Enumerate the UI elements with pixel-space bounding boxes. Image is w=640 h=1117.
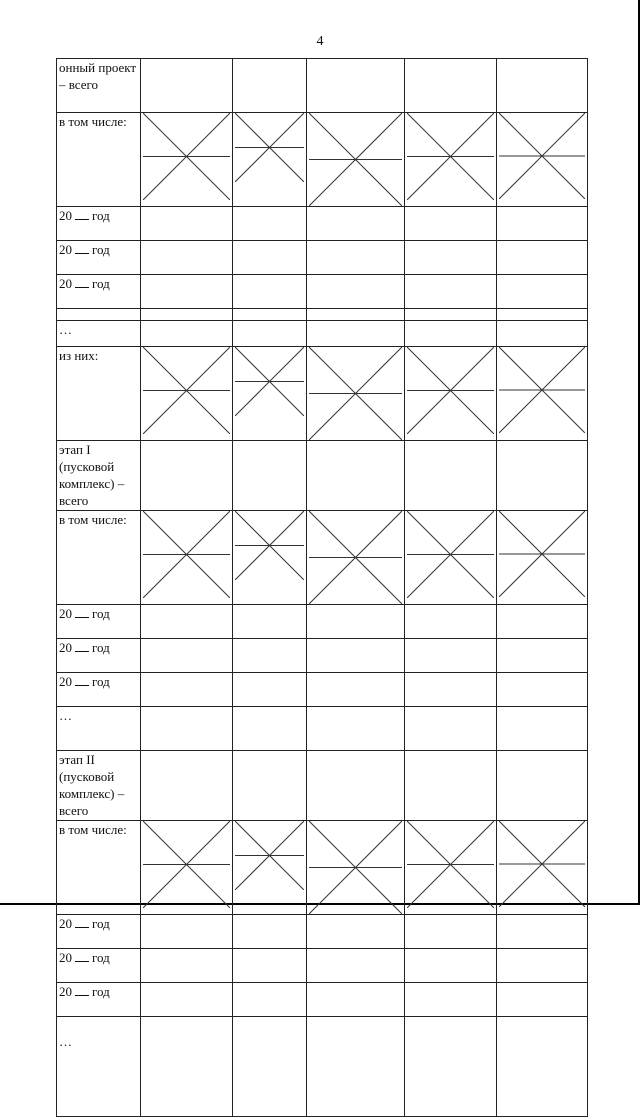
row-label-year (57, 639, 141, 673)
table-cell[interactable] (405, 321, 497, 347)
year-number: 20 (59, 242, 72, 257)
cross-out-mark (309, 821, 402, 914)
year-number: 20 (59, 984, 72, 999)
crossed-cell (405, 113, 497, 207)
crossed-cell (497, 347, 588, 441)
table-cell[interactable] (405, 441, 497, 511)
row-label-year (57, 673, 141, 707)
crossed-cell (307, 511, 405, 605)
table-cell[interactable] (497, 309, 588, 321)
table-row (57, 347, 588, 441)
table-cell[interactable] (233, 59, 307, 113)
year-word: год (92, 640, 110, 655)
table-cell[interactable] (233, 275, 307, 309)
cross-out-mark (235, 347, 304, 416)
table-cell[interactable] (307, 639, 405, 673)
table-row (57, 707, 588, 751)
table-row (57, 309, 588, 321)
cross-out-mark (143, 113, 230, 200)
table-cell[interactable] (307, 707, 405, 751)
cross-out-mark (309, 347, 402, 440)
cross-out-mark (499, 821, 585, 907)
year-blank (75, 673, 89, 686)
row-label-year (57, 915, 141, 949)
table-row (57, 949, 588, 983)
year-word: год (92, 242, 110, 257)
table-row (57, 207, 588, 241)
cross-out-mark (235, 511, 304, 580)
table-cell[interactable] (405, 207, 497, 241)
crossed-cell (233, 511, 307, 605)
year-word: год (92, 916, 110, 931)
crossed-cell (233, 821, 307, 915)
table-cell[interactable] (405, 673, 497, 707)
year-blank (75, 915, 89, 928)
table-cell[interactable] (405, 59, 497, 113)
table-cell[interactable] (405, 639, 497, 673)
table-cell[interactable] (405, 751, 497, 821)
year-number: 20 (59, 950, 72, 965)
cross-out-mark (499, 347, 585, 433)
table-row (57, 605, 588, 639)
table-cell[interactable] (233, 983, 307, 1017)
table-cell[interactable] (141, 1017, 233, 1117)
row-label-project-total: онный проект – всего (57, 59, 141, 113)
table-cell[interactable] (497, 751, 588, 821)
cross-out-mark (309, 511, 402, 604)
table-cell[interactable] (141, 949, 233, 983)
table-cell[interactable] (233, 751, 307, 821)
table-cell[interactable] (141, 707, 233, 751)
year-word: год (92, 276, 110, 291)
table-cell[interactable] (307, 605, 405, 639)
table-cell[interactable] (307, 59, 405, 113)
crossed-cell (405, 347, 497, 441)
table-row (57, 673, 588, 707)
table-row (57, 1017, 588, 1117)
crossed-cell (497, 113, 588, 207)
year-blank (75, 275, 89, 288)
year-number: 20 (59, 916, 72, 931)
year-number: 20 (59, 640, 72, 655)
table-cell[interactable] (307, 1017, 405, 1117)
year-blank (75, 949, 89, 962)
table-cell[interactable] (497, 605, 588, 639)
row-label-year (57, 241, 141, 275)
table-cell[interactable] (141, 673, 233, 707)
table-cell[interactable] (141, 605, 233, 639)
cross-out-mark (407, 821, 494, 908)
crossed-cell (497, 821, 588, 915)
table-row (57, 113, 588, 207)
table-row (57, 639, 588, 673)
table-cell[interactable] (233, 321, 307, 347)
table-cell[interactable] (141, 241, 233, 275)
crossed-cell (141, 821, 233, 915)
year-word: год (92, 950, 110, 965)
table-row (57, 821, 588, 915)
crossed-cell (307, 821, 405, 915)
table-row (57, 59, 588, 113)
year-number: 20 (59, 606, 72, 621)
crossed-cell (307, 113, 405, 207)
table-cell[interactable] (233, 949, 307, 983)
row-label-stage1-total: этап I (пусковой комплекс) – всего (57, 441, 141, 511)
year-word: год (92, 674, 110, 689)
table-cell[interactable] (233, 673, 307, 707)
table-cell[interactable] (233, 207, 307, 241)
row-label-of-them: из них: (57, 347, 141, 441)
year-blank (75, 241, 89, 254)
table-cell[interactable] (307, 207, 405, 241)
table-cell[interactable] (497, 673, 588, 707)
table-row (57, 321, 588, 347)
table-cell[interactable] (497, 59, 588, 113)
cross-out-mark (499, 113, 585, 199)
table-cell[interactable] (141, 441, 233, 511)
row-label-year (57, 275, 141, 309)
cross-out-mark (143, 511, 230, 598)
crossed-cell (497, 511, 588, 605)
table-row (57, 275, 588, 309)
cross-out-mark (309, 113, 402, 206)
table-cell[interactable] (405, 707, 497, 751)
year-number: 20 (59, 208, 72, 223)
table-cell[interactable] (141, 983, 233, 1017)
year-number: 20 (59, 276, 72, 291)
row-label-stage2-total: этап II (пусковой комплекс) – всего (57, 751, 141, 821)
table-cell[interactable] (405, 949, 497, 983)
cross-out-mark (143, 821, 230, 908)
table-cell-empty (57, 309, 141, 321)
table-cell[interactable] (141, 59, 233, 113)
table-cell[interactable] (307, 309, 405, 321)
table-cell[interactable] (405, 309, 497, 321)
table-cell[interactable] (233, 707, 307, 751)
row-label-ellipsis: … (57, 1017, 141, 1117)
table-cell[interactable] (307, 441, 405, 511)
table-cell[interactable] (497, 639, 588, 673)
table-cell[interactable] (141, 207, 233, 241)
crossed-cell (141, 113, 233, 207)
table-cell[interactable] (497, 983, 588, 1017)
table-cell[interactable] (405, 983, 497, 1017)
row-label-ellipsis: … (57, 321, 141, 347)
crossed-cell (233, 113, 307, 207)
table-cell[interactable] (233, 441, 307, 511)
year-blank (75, 639, 89, 652)
cross-out-mark (235, 821, 304, 890)
year-word: год (92, 984, 110, 999)
crossed-cell (405, 511, 497, 605)
table-cell[interactable] (141, 639, 233, 673)
table-cell[interactable] (497, 441, 588, 511)
page-number: 4 (316, 34, 324, 49)
table-cell[interactable] (497, 321, 588, 347)
table-cell[interactable] (405, 241, 497, 275)
cross-out-mark (407, 113, 494, 200)
form-table (56, 58, 588, 1117)
year-blank (75, 207, 89, 220)
row-label-year (57, 207, 141, 241)
crossed-cell (141, 347, 233, 441)
crossed-cell (405, 821, 497, 915)
table-cell[interactable] (497, 949, 588, 983)
table-row (57, 983, 588, 1017)
table-cell[interactable] (233, 309, 307, 321)
crossed-cell (233, 347, 307, 441)
year-blank (75, 605, 89, 618)
table-cell[interactable] (233, 915, 307, 949)
table-cell[interactable] (405, 275, 497, 309)
table-cell[interactable] (405, 915, 497, 949)
table-cell[interactable] (141, 321, 233, 347)
table-cell[interactable] (141, 309, 233, 321)
table-cell[interactable] (233, 1017, 307, 1117)
row-label-including: в том числе: (57, 113, 141, 207)
year-number: 20 (59, 674, 72, 689)
table-cell[interactable] (307, 673, 405, 707)
table-row (57, 511, 588, 605)
table-cell[interactable] (497, 275, 588, 309)
row-label-year (57, 605, 141, 639)
table-cell[interactable] (307, 983, 405, 1017)
table-cell[interactable] (497, 915, 588, 949)
row-label-year (57, 949, 141, 983)
table-cell[interactable] (307, 241, 405, 275)
table-cell[interactable] (497, 207, 588, 241)
year-word: год (92, 208, 110, 223)
table-cell[interactable] (405, 605, 497, 639)
cross-out-mark (407, 347, 494, 434)
crossed-cell (141, 511, 233, 605)
table-cell[interactable] (307, 915, 405, 949)
row-label-including: в том числе: (57, 821, 141, 915)
table-cell[interactable] (307, 321, 405, 347)
table-cell[interactable] (141, 275, 233, 309)
table-cell[interactable] (233, 639, 307, 673)
crossed-cell (307, 347, 405, 441)
table-cell[interactable] (307, 949, 405, 983)
table-cell[interactable] (233, 605, 307, 639)
table-cell[interactable] (497, 241, 588, 275)
cross-out-mark (499, 511, 585, 597)
table-cell[interactable] (497, 707, 588, 751)
table-row (57, 751, 588, 821)
table-cell[interactable] (405, 1017, 497, 1117)
table-cell[interactable] (233, 241, 307, 275)
table-cell[interactable] (307, 751, 405, 821)
table-cell[interactable] (307, 275, 405, 309)
table-cell[interactable] (141, 915, 233, 949)
year-word: год (92, 606, 110, 621)
cross-out-mark (407, 511, 494, 598)
cross-out-mark (143, 347, 230, 434)
cross-out-mark (235, 113, 304, 182)
table-cell[interactable] (141, 751, 233, 821)
table-row (57, 915, 588, 949)
table-cell[interactable] (497, 1017, 588, 1117)
row-label-ellipsis: … (57, 707, 141, 751)
year-blank (75, 983, 89, 996)
row-label-including: в том числе: (57, 511, 141, 605)
table-row (57, 441, 588, 511)
table-row (57, 241, 588, 275)
row-label-year (57, 983, 141, 1017)
